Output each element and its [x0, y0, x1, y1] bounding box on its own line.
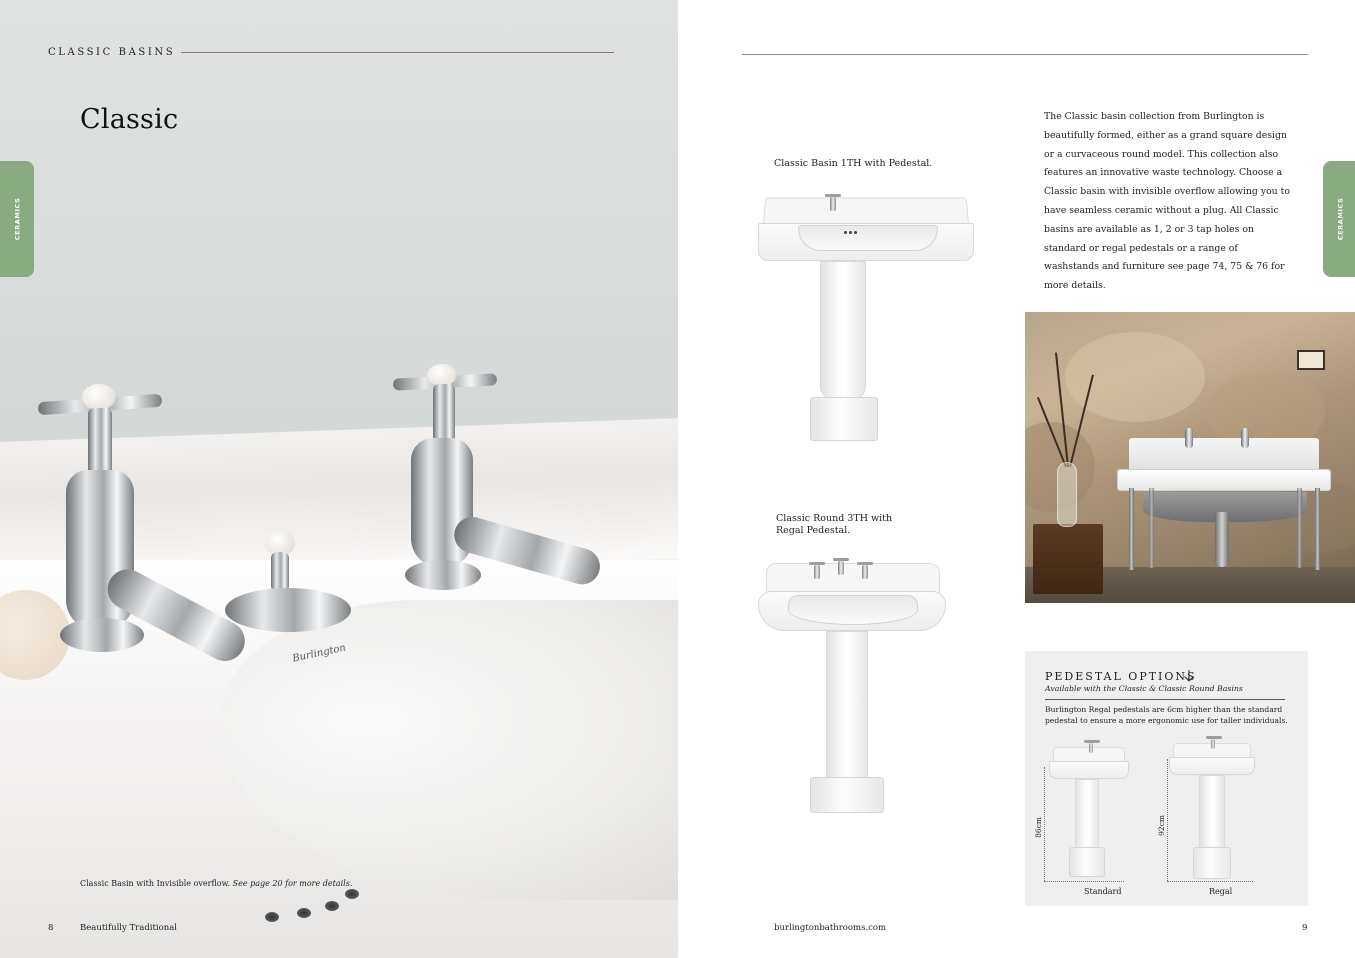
- overflow-hole: [297, 908, 311, 918]
- options-rule: [1045, 699, 1285, 700]
- waste-knob: [225, 530, 355, 640]
- height-label-standard: 86cm: [1033, 817, 1043, 838]
- product-caption-classic-round: [776, 513, 892, 537]
- regal-pedestal-image: [1169, 737, 1255, 883]
- overflow-hole: [325, 901, 339, 911]
- overflow-hole: [265, 912, 279, 922]
- photo-caption-reference: See page 20 for more details.: [232, 879, 353, 888]
- page-heading: Classic: [80, 104, 179, 135]
- overflow-hole: [345, 889, 359, 899]
- photo-caption: [80, 879, 352, 888]
- pedestal-options-description: Burlington Regal pedestals are 6cm higher than the standard pedestal to ensure a more ergonomic use for taller individuals.: [1045, 705, 1288, 725]
- section-header: [48, 45, 614, 59]
- product-caption-line: Classic Round 3TH with: [776, 513, 893, 524]
- height-dimension-regal: [1167, 759, 1168, 881]
- picture-frame: [1297, 350, 1325, 370]
- product-caption-line: Regal Pedestal.: [776, 525, 851, 536]
- intro-paragraph: The Classic basin collection from Burlington is beautifully formed, either as a grand square design or a curvaceous round model. This collection also features an innovative waste technology. Choose a Classic basin with invisible overflow allowing you to have seamless ceramic without a plug. All Classic basins are available as 1, 2 or 3 tap holes on standard or regal pedestals or a range of washstands and furniture see page 74, 75 & 76 for more details.: [1044, 111, 1290, 292]
- height-dimension-standard: [1044, 767, 1045, 881]
- pedestal-options-box: [1025, 651, 1308, 906]
- pedestal-label-standard: Standard: [1084, 887, 1122, 896]
- section-title: CLASSIC BASINS: [48, 46, 176, 58]
- standard-pedestal-image: [1049, 743, 1129, 883]
- pedestal-label-regal: Regal: [1209, 887, 1233, 896]
- product-caption-classic-basin: Classic Basin 1TH with Pedestal.: [774, 158, 933, 169]
- ceramics-tab-left[interactable]: [0, 161, 34, 277]
- brand-etching: Burlington: [291, 642, 347, 665]
- page-number-right: 9: [1302, 923, 1308, 933]
- tab-label: CERAMICS: [1336, 197, 1345, 241]
- pedestal-options-subtitle: Available with the Classic & Classic Round Basins: [1045, 684, 1243, 693]
- photo-caption-text: Classic Basin with Invisible overflow.: [80, 879, 231, 888]
- side-cabinet: [1033, 524, 1103, 594]
- header-rule-right: [742, 54, 1308, 55]
- floor-line-regal: [1167, 881, 1253, 882]
- height-label-regal: 92cm: [1156, 815, 1166, 836]
- floor-line-standard: [1044, 881, 1124, 882]
- footer-title: Beautifully Traditional: [80, 923, 177, 933]
- header-rule: [181, 52, 614, 53]
- classic-round-regal-pedestal-image: [758, 555, 948, 840]
- page-number-left: 8: [48, 923, 54, 933]
- washstand-room-photo: [1025, 312, 1355, 603]
- glass-vase: [1057, 462, 1077, 527]
- website-url[interactable]: burlingtonbathrooms.com: [774, 923, 887, 933]
- classic-basin-pedestal-image: [758, 185, 974, 445]
- arrow-down-icon: [1183, 669, 1195, 683]
- pedestal-options-title: PEDESTAL OPTIONS: [1045, 670, 1197, 683]
- right-tap: [385, 362, 615, 602]
- tab-label: CERAMICS: [13, 197, 22, 241]
- ceramics-tab-right[interactable]: [1323, 161, 1355, 277]
